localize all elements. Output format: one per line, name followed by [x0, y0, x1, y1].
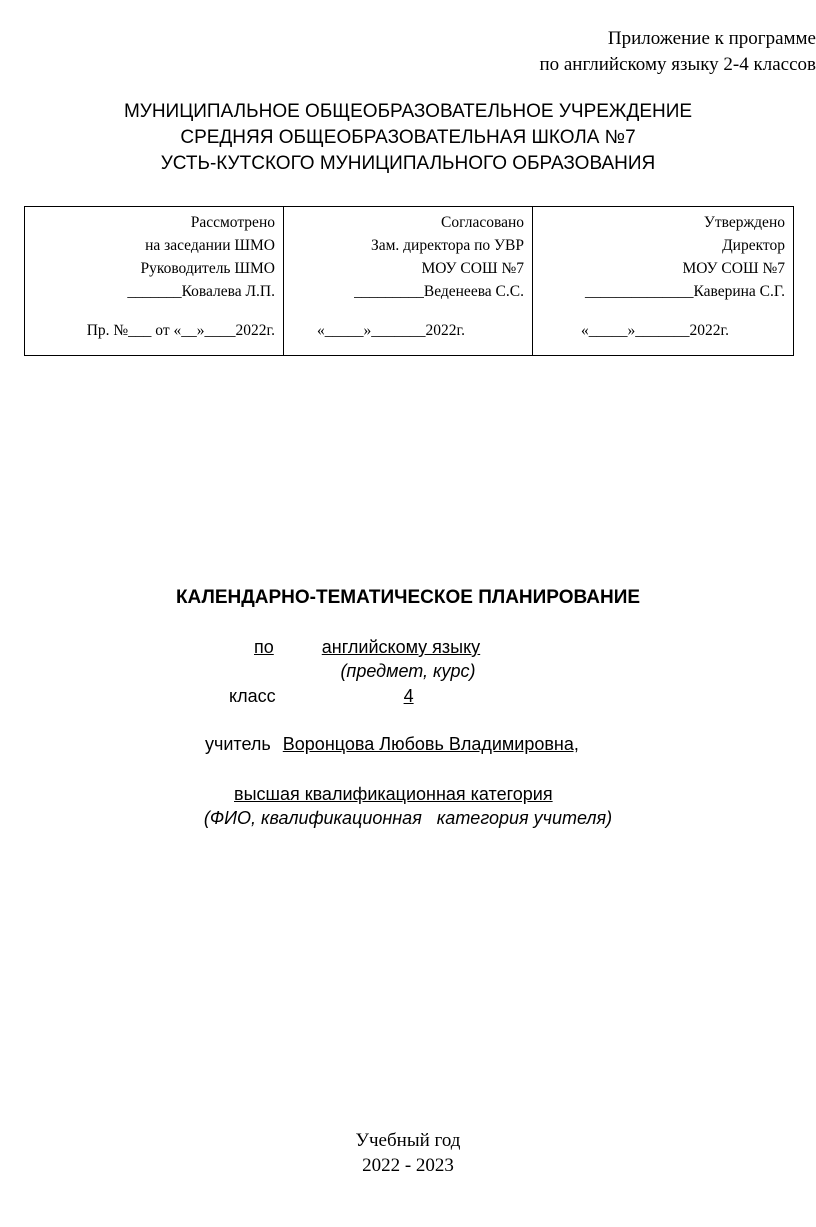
grade-value: 4 — [403, 686, 414, 706]
agreed-signature: _________Веденеева С.С. — [354, 283, 524, 300]
teacher-category: высшая квалификационная категория — [234, 784, 553, 804]
approved-line: МОУ СОШ №7 — [682, 260, 785, 277]
approved-cell — [532, 207, 793, 355]
approved-heading: Утверждено — [703, 214, 785, 231]
note-line-1: Приложение к программе — [607, 28, 816, 49]
reviewed-signature: _______Ковалева Л.П. — [127, 283, 275, 300]
reviewed-cell — [25, 207, 283, 355]
reviewed-line: на заседании ШМО — [145, 237, 275, 254]
grade-row — [229, 686, 584, 707]
subject-row — [254, 637, 532, 658]
subject-prefix: по — [254, 637, 274, 657]
approval-table — [24, 206, 794, 356]
agreed-cell — [283, 207, 532, 355]
teacher-row — [205, 734, 579, 755]
school-header — [0, 99, 816, 177]
reviewed-date: Пр. №___ от «__»____2022г. — [86, 322, 275, 339]
teacher-caption: (ФИО, квалификационная категория учителя) — [203, 808, 613, 828]
agreed-line: Зам. директора по УВР — [370, 237, 524, 254]
school-line-2: СРЕДНЯЯ ОБЩЕОБРАЗОВАТЕЛЬНАЯ ШКОЛА №7 — [180, 127, 636, 148]
note-line-2: по английскому языку 2-4 классов — [539, 54, 816, 75]
agreed-line: МОУ СОШ №7 — [421, 260, 524, 277]
subject-caption: (предмет, курс) — [340, 661, 476, 681]
reviewed-line: Руководитель ШМО — [140, 260, 275, 277]
agreed-heading: Согласовано — [441, 214, 524, 231]
academic-year-value: 2022 - 2023 — [362, 1155, 454, 1176]
teacher-label: учитель — [205, 734, 271, 754]
school-line-1: МУНИЦИПАЛЬНОЕ ОБЩЕОБРАЗОВАТЕЛЬНОЕ УЧРЕЖДЕНИЕ — [123, 101, 693, 122]
agreed-date: «_____»_______2022г. — [317, 322, 465, 339]
school-line-3: УСТЬ-КУТСКОГО МУНИЦИПАЛЬНОГО ОБРАЗОВАНИЯ — [160, 153, 656, 174]
document-title: КАЛЕНДАРНО-ТЕМАТИЧЕСКОЕ ПЛАНИРОВАНИЕ — [175, 587, 641, 608]
program-appendix-note — [539, 26, 816, 78]
approved-date: «_____»_______2022г. — [581, 322, 729, 339]
teacher-name: Воронцова Любовь Владимировна, — [282, 734, 579, 754]
academic-year-label: Учебный год — [355, 1130, 461, 1151]
grade-label: класс — [229, 686, 276, 706]
reviewed-heading: Рассмотрено — [190, 214, 275, 231]
academic-year — [0, 1128, 816, 1178]
approved-signature: ______________Каверина С.Г. — [584, 283, 785, 300]
subject-value: английскому языку — [321, 637, 481, 657]
approved-line: Директор — [722, 237, 785, 254]
